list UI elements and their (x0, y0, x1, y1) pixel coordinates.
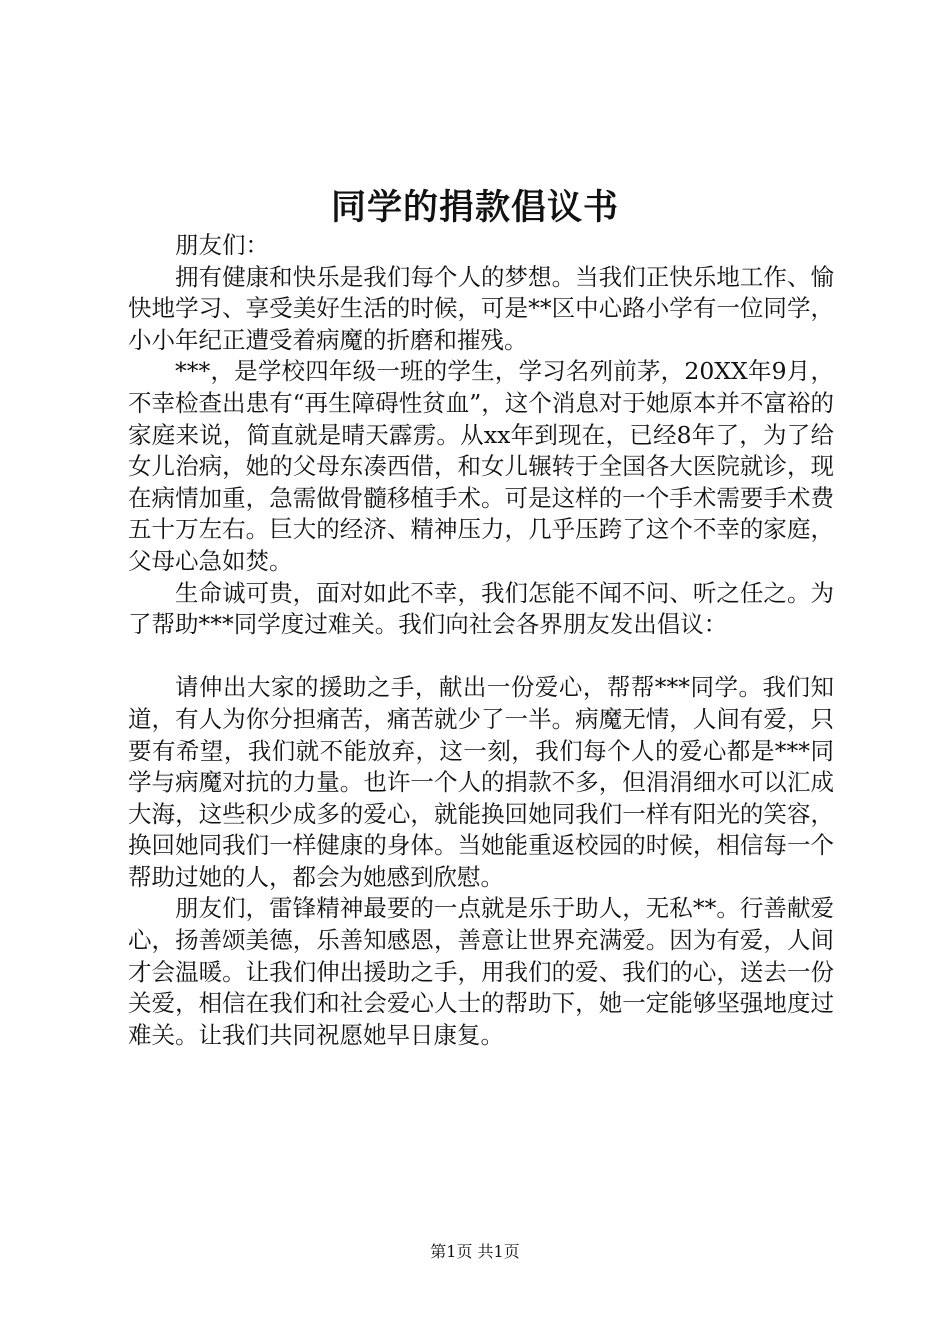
salutation: 朋友们： (175, 231, 269, 259)
paragraph-5: 朋友们，雷锋精神最要的一点就是乐于助人，无私**。行善献爱心，扬善颂美德，乐善知感恩，善意让世界充满爱。因为有爱，人间才会温暖。让我们伸出援助之手，用我们的爱、我们的心，送去一份关爱，相信在我们和社会爱心人士的帮助下，她一定能够坚强地度过难关。让我们共同祝愿她早日康复。 (128, 894, 834, 1049)
paragraph-1: 拥有健康和快乐是我们每个人的梦想。当我们正快乐地工作、愉快地学习、享受美好生活的时候，可是**区中心路小学有一位同学，小小年纪正遭受着病魔的折磨和摧残。 (128, 262, 834, 354)
document-title: 同学的捐款倡议书 (330, 187, 619, 228)
document-body (128, 230, 834, 1051)
page-footer: 第1页 共1页 (430, 1242, 520, 1261)
paragraph-2: ***，是学校四年级一班的学生，学习名列前茅，20XX年9月，不幸检查出患有“再生障碍性贫血”，这个消息对于她原本并不富裕的家庭来说，简直就是晴天霹雳。从xx年到现在，已经8年了，为了给女儿治病，她的父母东凑西借，和女儿辗转于全国各大医院就诊，现在病情加重，急需做骨髓移植手术。可是这样的一个手术需要手术费五十万左右。巨大的经济、精神压力，几乎压跨了这个不幸的家庭，父母心急如焚。 (128, 357, 834, 575)
paragraph-spacer (128, 641, 834, 673)
paragraph-4: 请伸出大家的援助之手，献出一份爱心，帮帮***同学。我们知道，有人为你分担痛苦，痛苦就少了一半。病魔无情，人间有爱，只要有希望，我们就不能放弃，这一刻，我们每个人的爱心都是***同学与病魔对抗的力量。也许一个人的捐款不多，但涓涓细水可以汇成大海，这些积少成多的爱心，就能换回她同我们一样有阳光的笑容，换回她同我们一样健康的身体。当她能重返校园的时候，相信每一个帮助过她的人，都会为她感到欣慰。 (128, 673, 834, 891)
paragraph-3: 生命诚可贵，面对如此不幸，我们怎能不闻不问、听之任之。为了帮助***同学度过难关。我们向社会各界朋友发出倡议： (128, 578, 834, 639)
